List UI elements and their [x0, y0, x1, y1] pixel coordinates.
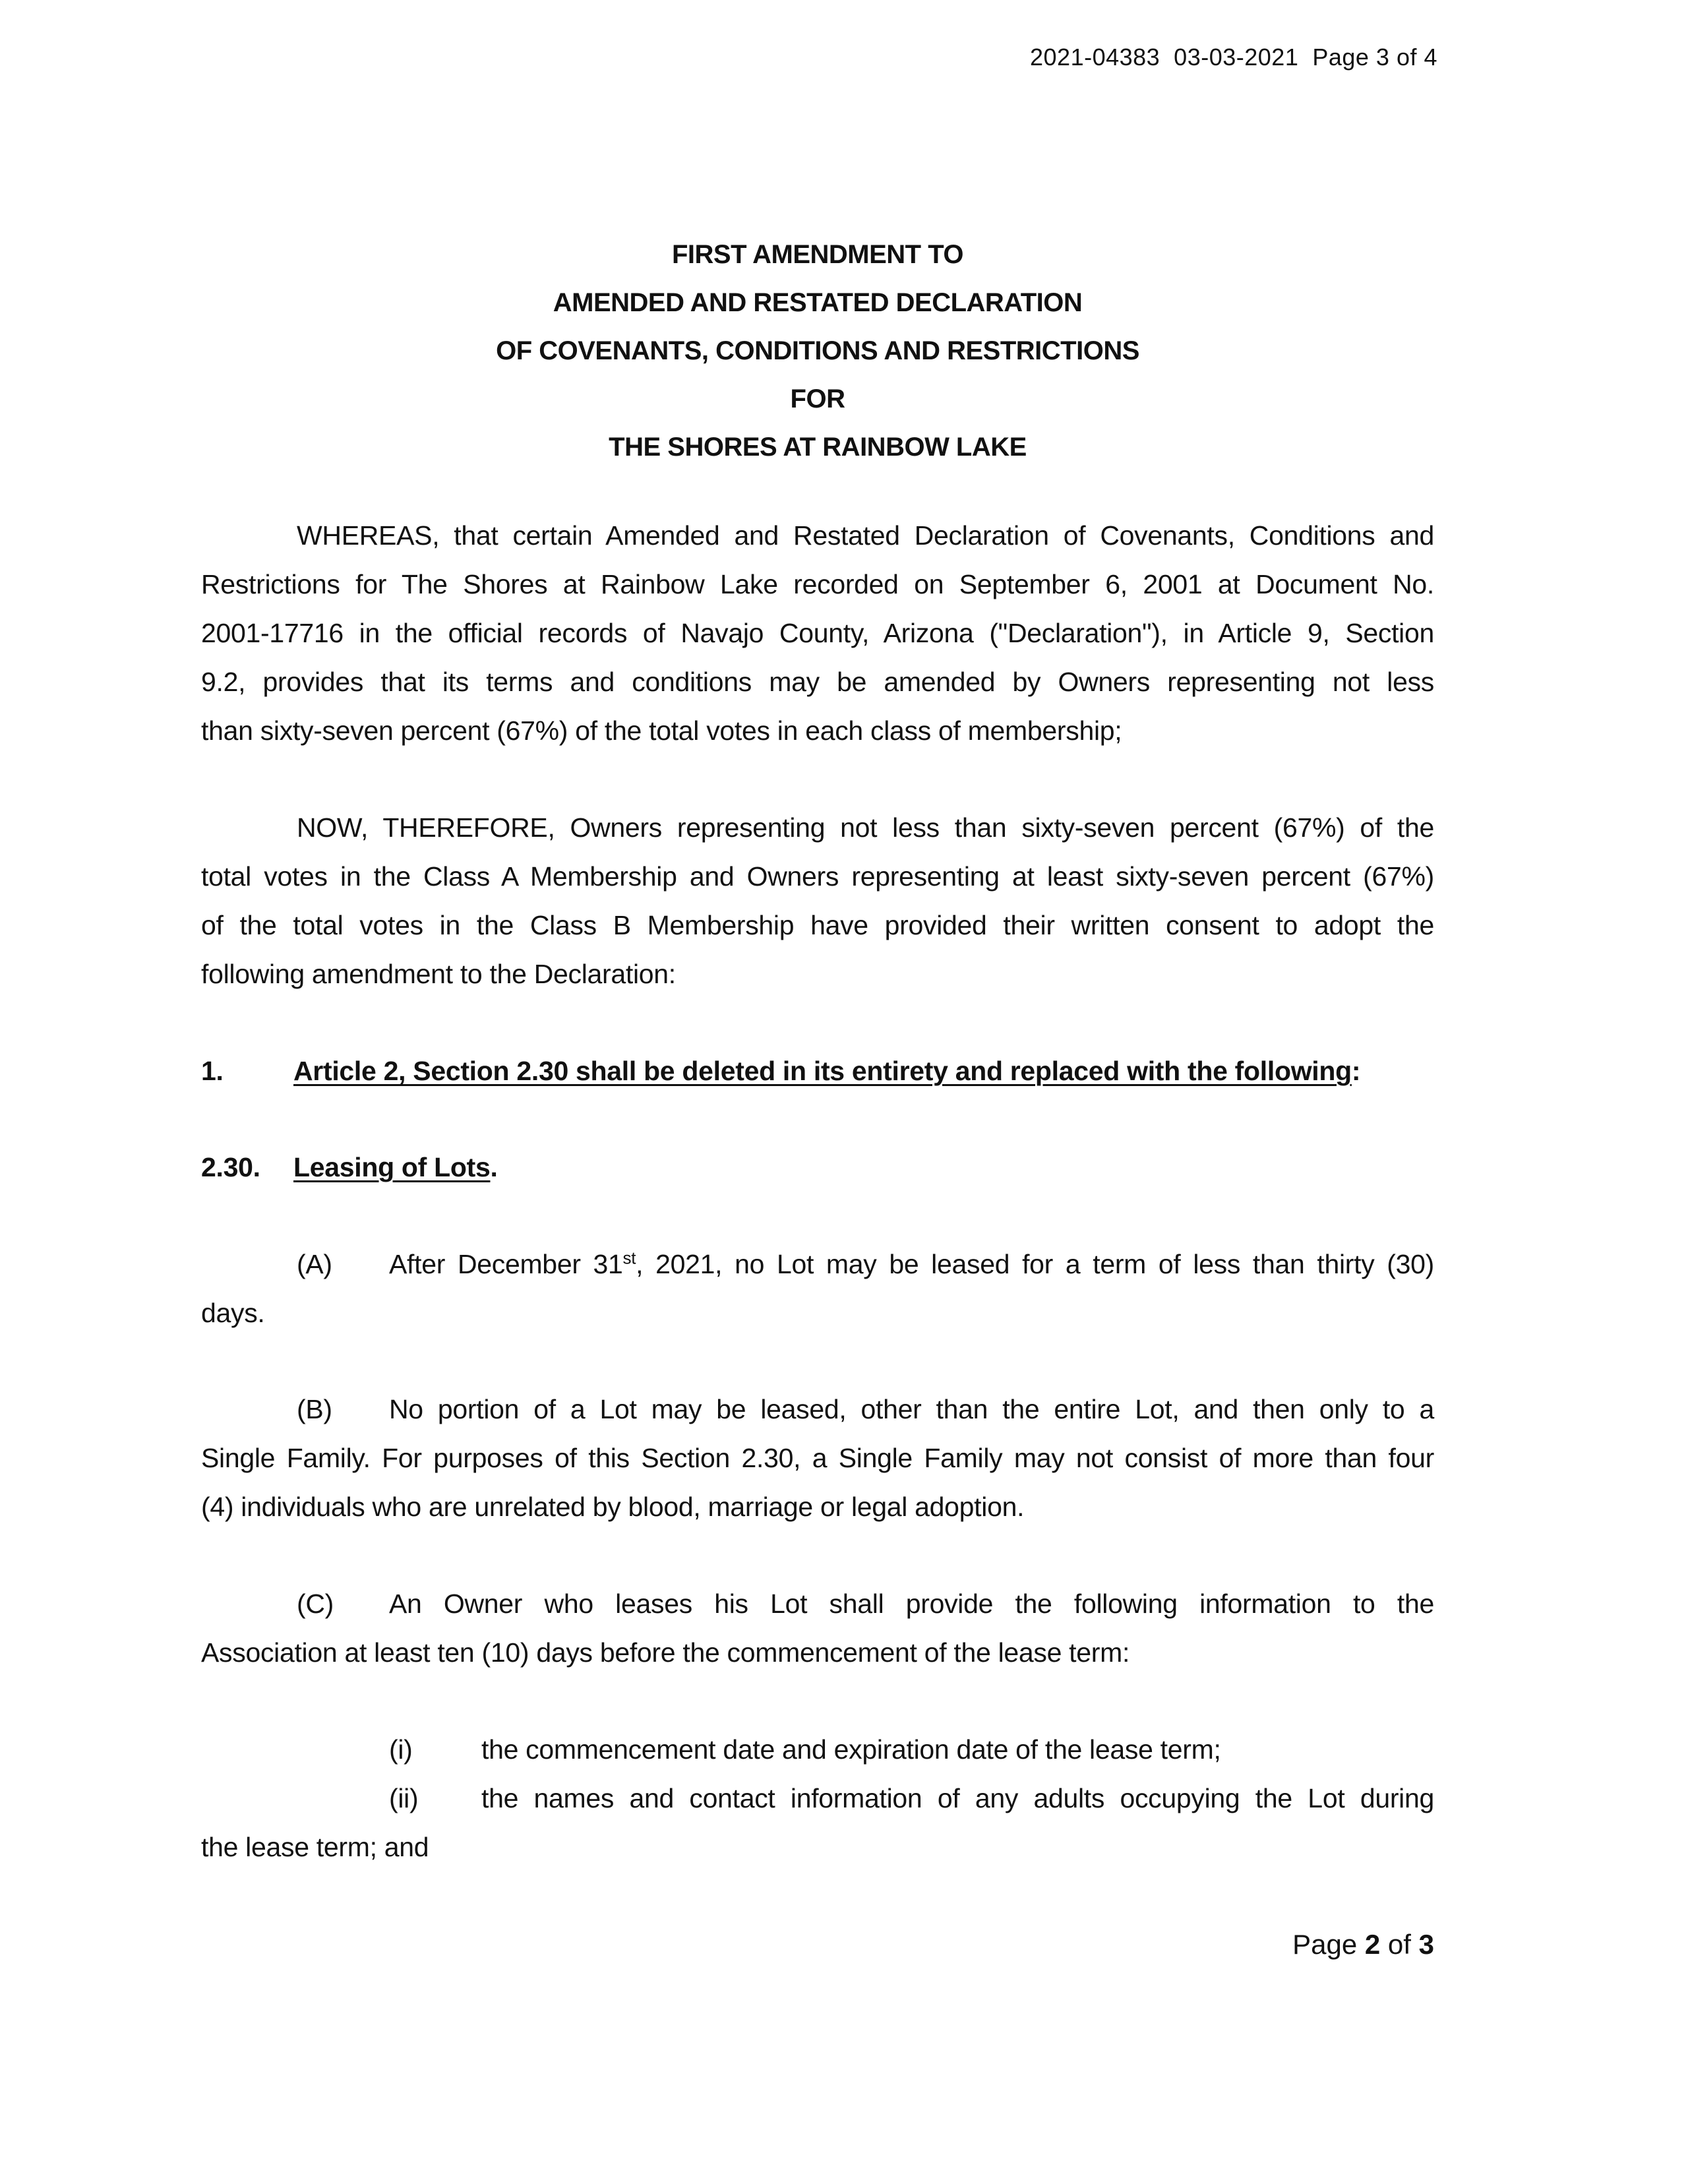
sub-item-ii-text: the names and contact information of any adults occupying the Lot during — [481, 1783, 1434, 1813]
whereas-line-4: 9.2, provides that its terms and conditions may be amended by Owners representing not less — [201, 667, 1434, 697]
item-1-colon: : — [1351, 1056, 1361, 1086]
paragraph-a-label: (A) — [297, 1249, 332, 1279]
page-number-middle: of — [1380, 1929, 1419, 1960]
paragraph-c-text: An Owner who leases his Lot shall provide the following information to the — [389, 1589, 1434, 1619]
whereas-line-2: Restrictions for The Shores at Rainbow Lake recorded on September 6, 2001 at Document No. — [201, 569, 1434, 599]
paragraph-a-text-after: , 2021, no Lot may be leased for a term of less than thirty (30) — [636, 1249, 1434, 1279]
paragraph-b-line-2: Single Family. For purposes of this Section 2.30, a Single Family may not consist of more than four — [201, 1443, 1434, 1473]
sub-item-i-text: the commencement date and expiration date of the lease term; — [481, 1734, 1221, 1765]
now-therefore-line-2: total votes in the Class A Membership and Owners representing at least sixty-seven percent (67%) — [201, 861, 1434, 892]
now-therefore-line-1: NOW, THEREFORE, Owners representing not less than sixty-seven percent (67%) of the — [297, 812, 1434, 843]
item-1-number: 1. — [201, 1056, 224, 1086]
page-number-current: 2 — [1364, 1929, 1381, 1960]
paragraph-b-line-1 — [201, 1385, 1434, 1434]
recording-stamp: 2021-04383 03-03-2021 Page 3 of 4 — [1030, 44, 1437, 71]
paragraph-c-label: (C) — [297, 1589, 334, 1619]
section-heading — [201, 1143, 1434, 1192]
now-therefore-line-4: following amendment to the Declaration: — [201, 959, 676, 989]
section-period: . — [490, 1152, 498, 1182]
title-line-4: FOR — [790, 384, 845, 413]
section-number: 2.30. — [201, 1152, 260, 1182]
paragraph-b — [201, 1385, 1434, 1531]
sub-item-i — [201, 1725, 1434, 1774]
title-line-5: THE SHORES AT RAINBOW LAKE — [609, 433, 1027, 462]
amendment-item-1 — [201, 1046, 1434, 1095]
page-number-prefix: Page — [1292, 1929, 1365, 1960]
paragraph-a-line-2: days. — [201, 1298, 265, 1328]
paragraph-c-line-1 — [201, 1579, 1434, 1628]
title-line-3: OF COVENANTS, CONDITIONS AND RESTRICTIONS — [496, 336, 1139, 365]
paragraph-b-label: (B) — [297, 1394, 332, 1424]
paragraph-c-line-2: Association at least ten (10) days before the commencement of the lease term: — [201, 1637, 1130, 1668]
title-line-1: FIRST AMENDMENT TO — [671, 240, 964, 269]
paragraph-b-text: No portion of a Lot may be leased, other than the entire Lot, and then only to a — [389, 1394, 1434, 1424]
sub-item-i-label: (i) — [389, 1734, 413, 1765]
whereas-line-1: WHEREAS, that certain Amended and Restated Declaration of Covenants, Conditions and — [297, 520, 1434, 551]
paragraph-a-superscript: st — [622, 1248, 636, 1268]
sub-item-ii-line-1 — [201, 1774, 1434, 1823]
now-therefore-paragraph — [201, 803, 1434, 998]
paragraph-b-line-3: (4) individuals who are unrelated by blood, marriage or legal adoption. — [201, 1492, 1025, 1522]
section-title: Leasing of Lots — [293, 1152, 491, 1182]
sub-item-ii — [201, 1774, 1434, 1871]
paragraph-c — [201, 1579, 1434, 1677]
whereas-line-3: 2001-17716 in the official records of Navajo County, Arizona ("Declaration"), in Article 9, Section — [201, 618, 1434, 648]
page-number — [1292, 1929, 1434, 1960]
sub-item-ii-label: (ii) — [389, 1783, 419, 1813]
whereas-paragraph — [201, 511, 1434, 755]
title-line-2: AMENDED AND RESTATED DECLARATION — [553, 288, 1083, 317]
page-number-total: 3 — [1418, 1929, 1434, 1960]
paragraph-a — [201, 1240, 1434, 1337]
item-1-text: Article 2, Section 2.30 shall be deleted in its entirety and replaced with the following — [293, 1056, 1352, 1086]
paragraph-a-text-before: After December 31 — [389, 1249, 623, 1279]
sub-item-ii-line-2: the lease term; and — [201, 1832, 429, 1862]
now-therefore-line-3: of the total votes in the Class B Membership have provided their written consent to adopt the — [201, 910, 1434, 940]
paragraph-a-line-1 — [201, 1240, 1434, 1289]
document-title — [198, 231, 1437, 471]
whereas-line-5: than sixty-seven percent (67%) of the total votes in each class of membership; — [201, 715, 1122, 746]
